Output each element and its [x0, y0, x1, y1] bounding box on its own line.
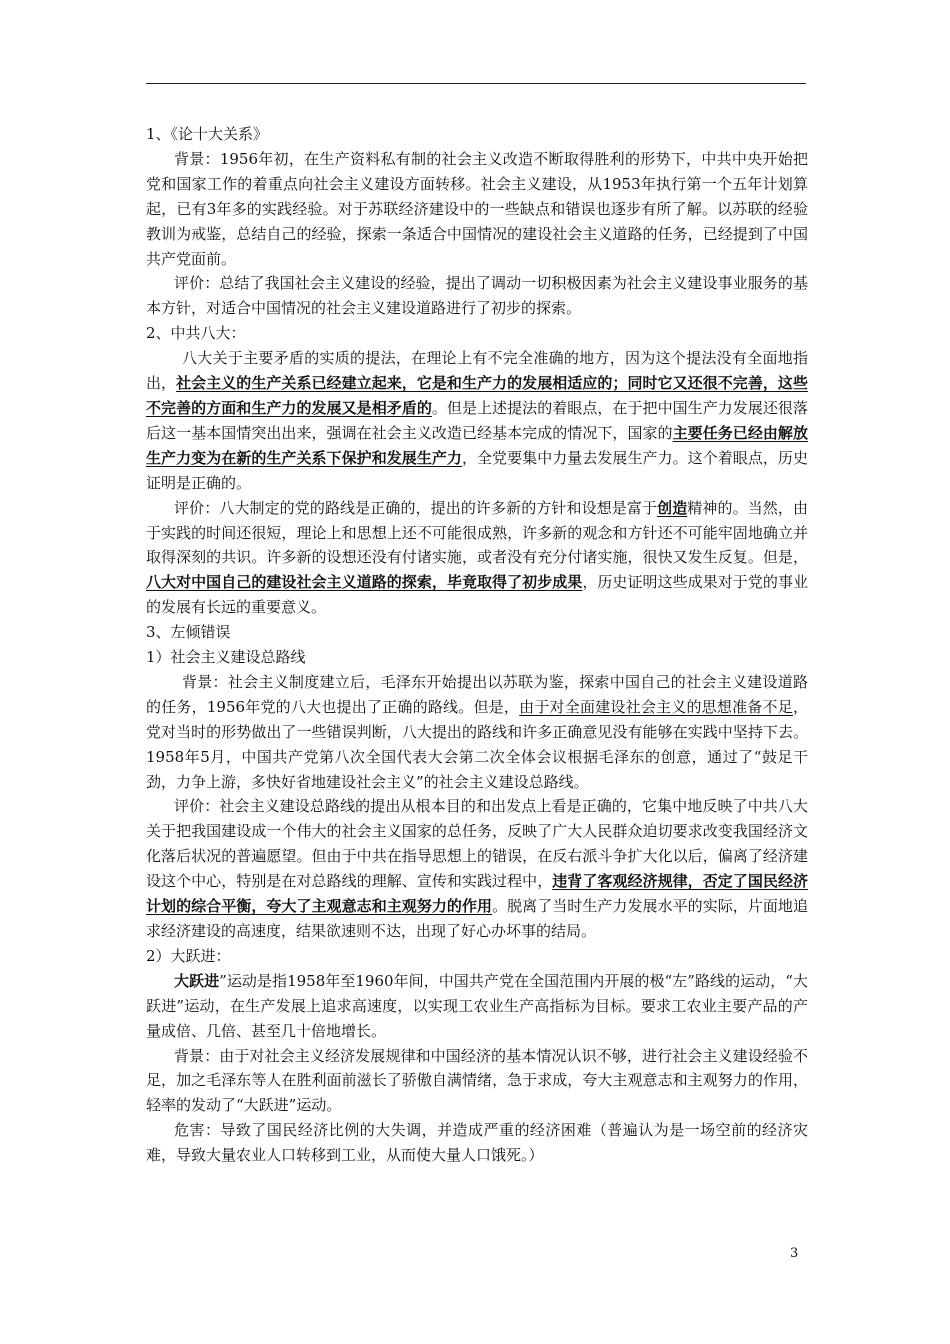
emphasis: 八大对中国自己的建设社会主义道路的探索，毕竟取得了初步成果 — [146, 573, 583, 592]
text: 八大关于主要矛盾的实质的提法，在理论上有不完全准确的地方，因为这个提法没有全面地指出， — [146, 349, 808, 393]
text: ”运动是指1958年至1960年间，中国共产党在全国范围内开展的极“左”路线的运动，“大跃进”运动，在生产发展上追求高速度，以实现工农业生产高指标为目标。要求工农业主要产品的产量成倍、几倍、甚至几十倍地增长。 — [146, 971, 808, 1040]
header-rule — [146, 83, 806, 84]
s3-background — [146, 670, 808, 795]
section-heading-1: 1、《论十大关系》 — [146, 125, 269, 143]
s3-evaluation — [146, 794, 808, 943]
term: 大跃进 — [174, 971, 220, 990]
text: 精神的。当然，由于实践的时间还很短，理论上和思想上还不可能很成熟，许多新的观念和方针还不可能牢固地确立并取得深刻的共识。许多新的设想还没有付诸实施，或者没有充分付诸实施，很快又发生反复。但是， — [146, 498, 808, 567]
subheading-great-leap: 2）大跃进： — [146, 946, 231, 965]
text: 背景：社会主义制度建立后，毛泽东开始提出以苏联为鉴，探索中国自己的社会主义建设道路的任务，1956年党的八大也提出了正确的路线。但是， — [146, 672, 808, 716]
text: 。脱离了当时生产力发展水平的实际，片面地追求经济建设的高速度，结果欲速则不达，出现了好心办坏事的结局。 — [146, 897, 808, 940]
great-leap-harm: 危害：导致了国民经济比例的大失调，并造成严重的经济困难（普遍认为是一场空前的经济灾难，导致大量农业人口转移到工业，从而使大量人口饿死。） — [146, 1121, 808, 1165]
text: 评价：社会主义建设总路线的提出从根本目的和出发点上看是正确的，它集中地反映了中共八大关于把我国建设成一个伟大的社会主义国家的总任务，反映了广大人民群众迫切要求改变我国经济文化落后状况的普遍愿望。但由于中共在指导思想上的错误，在反右派斗争扩大化以后，偏离了经济建设这个中心，特别是在对总路线的理解、宣传和实践过程中， — [146, 797, 808, 891]
page-number: 3 — [790, 1246, 799, 1261]
great-leap-definition — [146, 969, 808, 1044]
text: ，党对当时的形势做出了一些错误判断，八大提出的路线和许多正确意见没有能够在实践中坚持下去。1958年5月，中国共产党第八次全国代表大会第二次全体会议根据毛泽东的创意，通过了“鼓足干劲，力争上游，多快好省地建设社会主义”的社会主义建设总路线。 — [146, 697, 808, 791]
underlined: 由于对全面建设社会主义的思想准备不足 — [519, 697, 793, 716]
text: 。但是上述提法的着眼点，在于把中国生产力发展还很落后这一基本国情突出出来，强调在社会主义改造已经基本完成的情况下，国家的 — [146, 398, 808, 442]
subheading-general-line: 1）社会主义建设总路线 — [146, 648, 306, 667]
great-leap-background: 背景：由于对社会主义经济发展规律和中国经济的基本情况认识不够，进行社会主义建设经验不足，加之毛泽东等人在胜利面前滋长了骄傲自满情绪，急于求成，夸大主观意志和主观努力的作用，轻率的发动了“大跃进”运动。 — [146, 1046, 808, 1115]
emphasis: 社会主义的生产关系已经建立起来，它是和生产力的发展相适应的；同时它又还很不完善，这些不完善的方面和生产力的发展又是相矛盾的 — [146, 374, 808, 417]
s2-paragraph-1 — [146, 346, 808, 495]
text: ，全党要集中力量去发展生产力。这个着眼点，历史证明是正确的。 — [146, 448, 808, 492]
section-heading-3: 3、左倾错误 — [146, 623, 231, 642]
section-heading-2: 2、中共八大： — [146, 324, 246, 343]
s1-evaluation: 评价：总结了我国社会主义建设的经验，提出了调动一切积极因素为社会主义建设事业服务的基本方针，对适合中国情况的社会主义建设道路进行了初步的探索。 — [146, 274, 808, 318]
text: ，历史证明这些成果对于党的事业的发展有长远的重要意义。 — [146, 573, 808, 617]
emphasis: 违背了客观经济规律，否定了国民经济计划的综合平衡，夸大了主观意志和主观努力的作用 — [146, 872, 808, 916]
text: 评价：八大制定的党的路线是正确的，提出的许多新的方针和设想是富于 — [174, 498, 658, 517]
emphasis: 主要任务已经由解放生产力变为在新的生产关系下保护和发展生产力 — [146, 423, 808, 467]
s2-evaluation — [146, 496, 808, 621]
document-body — [146, 122, 808, 1168]
s1-background: 背景：1956年初，在生产资料私有制的社会主义改造不断取得胜利的形势下，中共中央开始把党和国家工作的着重点向社会主义建设方面转移。社会主义建设，从1953年执行第一个五年计划算起，已有3年多的实践经验。对于苏联经济建设中的一些缺点和错误也逐步有所了解。以苏联的经验教训为戒鉴，总结自己的经验，探索一条适合中国情况的建设社会主义道路的任务，已经提到了中国共产党面前。 — [146, 149, 808, 268]
emphasis: 创造 — [657, 498, 688, 517]
